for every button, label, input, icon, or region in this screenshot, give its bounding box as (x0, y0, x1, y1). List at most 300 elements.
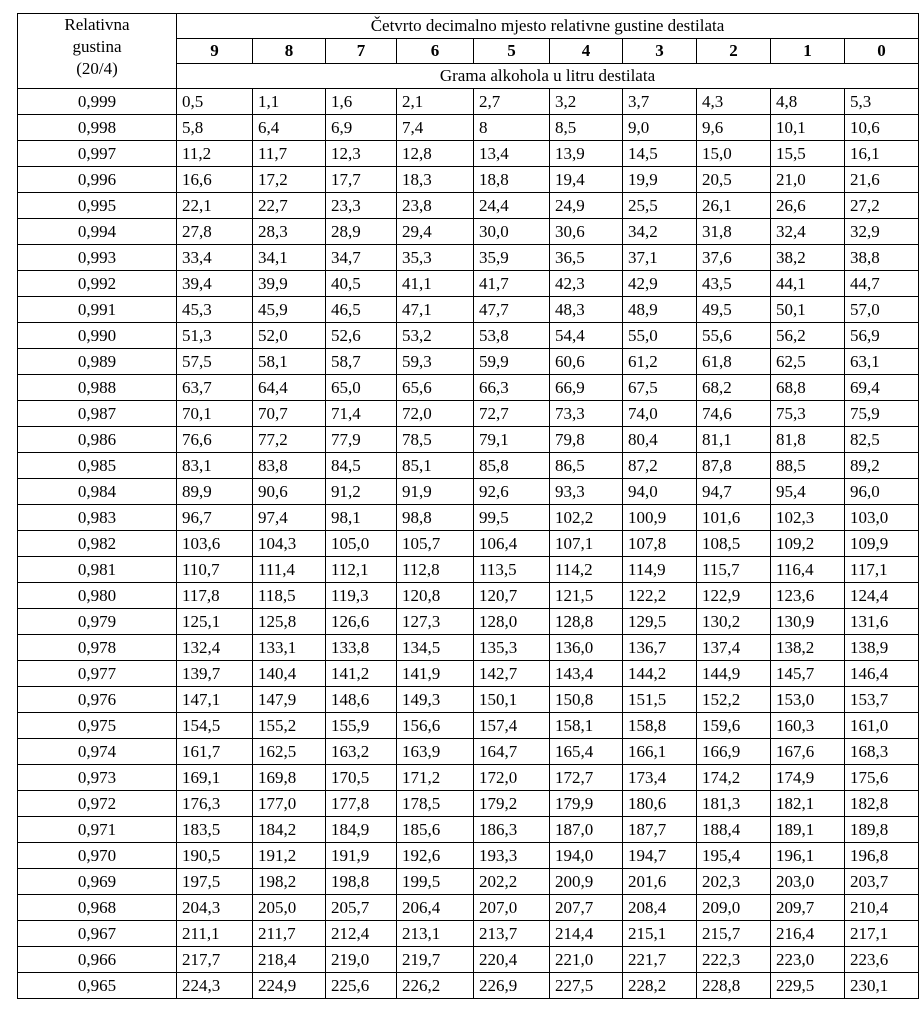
fourth-decimal-header: Četvrto decimalno mjesto relativne gustine destilata (177, 14, 919, 39)
value-cell: 99,5 (474, 505, 550, 531)
value-cell: 158,8 (623, 713, 697, 739)
digit-header-cell: 6 (397, 39, 474, 64)
table-row (18, 193, 919, 219)
value-cell: 3,7 (623, 89, 697, 115)
density-header-line: gustina (72, 37, 122, 56)
value-cell: 85,8 (474, 453, 550, 479)
value-cell: 219,0 (326, 947, 397, 973)
density-header-line: Relativna (64, 15, 130, 34)
value-cell: 6,4 (253, 115, 326, 141)
value-cell: 203,7 (845, 869, 919, 895)
table-row (18, 167, 919, 193)
digit-header-cell: 7 (326, 39, 397, 64)
value-cell: 61,2 (623, 349, 697, 375)
value-cell: 218,4 (253, 947, 326, 973)
value-cell: 213,1 (397, 921, 474, 947)
value-cell: 138,2 (771, 635, 845, 661)
table-row (18, 141, 919, 167)
value-cell: 166,1 (623, 739, 697, 765)
value-cell: 128,8 (550, 609, 623, 635)
value-cell: 91,2 (326, 479, 397, 505)
value-cell: 15,0 (697, 141, 771, 167)
value-cell: 191,2 (253, 843, 326, 869)
value-cell: 85,1 (397, 453, 474, 479)
table-row (18, 505, 919, 531)
value-cell: 228,8 (697, 973, 771, 999)
value-cell: 131,6 (845, 609, 919, 635)
value-cell: 193,3 (474, 843, 550, 869)
density-cell: 0,978 (18, 635, 177, 661)
value-cell: 157,4 (474, 713, 550, 739)
value-cell: 173,4 (623, 765, 697, 791)
value-cell: 159,6 (697, 713, 771, 739)
value-cell: 222,3 (697, 947, 771, 973)
density-cell: 0,966 (18, 947, 177, 973)
value-cell: 224,9 (253, 973, 326, 999)
value-cell: 197,5 (177, 869, 253, 895)
value-cell: 6,9 (326, 115, 397, 141)
value-cell: 126,6 (326, 609, 397, 635)
value-cell: 42,9 (623, 271, 697, 297)
value-cell: 77,9 (326, 427, 397, 453)
value-cell: 88,5 (771, 453, 845, 479)
value-cell: 76,6 (177, 427, 253, 453)
value-cell: 100,9 (623, 505, 697, 531)
table-row (18, 297, 919, 323)
value-cell: 212,4 (326, 921, 397, 947)
table-row (18, 687, 919, 713)
value-cell: 156,6 (397, 713, 474, 739)
density-cell: 0,979 (18, 609, 177, 635)
value-cell: 89,9 (177, 479, 253, 505)
value-cell: 107,8 (623, 531, 697, 557)
value-cell: 112,1 (326, 557, 397, 583)
value-cell: 124,4 (845, 583, 919, 609)
density-cell: 0,989 (18, 349, 177, 375)
value-cell: 48,9 (623, 297, 697, 323)
value-cell: 155,9 (326, 713, 397, 739)
value-cell: 114,9 (623, 557, 697, 583)
table-row (18, 843, 919, 869)
value-cell: 225,6 (326, 973, 397, 999)
value-cell: 223,6 (845, 947, 919, 973)
table-row (18, 219, 919, 245)
value-cell: 136,0 (550, 635, 623, 661)
value-cell: 75,9 (845, 401, 919, 427)
value-cell: 4,8 (771, 89, 845, 115)
value-cell: 81,1 (697, 427, 771, 453)
value-cell: 72,0 (397, 401, 474, 427)
value-cell: 20,5 (697, 167, 771, 193)
value-cell: 214,4 (550, 921, 623, 947)
value-cell: 82,5 (845, 427, 919, 453)
value-cell: 134,5 (397, 635, 474, 661)
value-cell: 41,7 (474, 271, 550, 297)
value-cell: 119,3 (326, 583, 397, 609)
value-cell: 206,4 (397, 895, 474, 921)
value-cell: 0,5 (177, 89, 253, 115)
value-cell: 47,7 (474, 297, 550, 323)
value-cell: 210,4 (845, 895, 919, 921)
value-cell: 180,6 (623, 791, 697, 817)
value-cell: 46,5 (326, 297, 397, 323)
value-cell: 54,4 (550, 323, 623, 349)
value-cell: 67,5 (623, 375, 697, 401)
value-cell: 136,7 (623, 635, 697, 661)
value-cell: 8 (474, 115, 550, 141)
value-cell: 169,1 (177, 765, 253, 791)
digit-header-cell: 9 (177, 39, 253, 64)
density-cell: 0,974 (18, 739, 177, 765)
value-cell: 147,1 (177, 687, 253, 713)
table-row (18, 739, 919, 765)
digit-header-cell: 8 (253, 39, 326, 64)
density-cell: 0,975 (18, 713, 177, 739)
value-cell: 30,6 (550, 219, 623, 245)
density-cell: 0,988 (18, 375, 177, 401)
value-cell: 226,2 (397, 973, 474, 999)
value-cell: 69,4 (845, 375, 919, 401)
value-cell: 29,4 (397, 219, 474, 245)
value-cell: 188,4 (697, 817, 771, 843)
table-row (18, 765, 919, 791)
value-cell: 141,2 (326, 661, 397, 687)
value-cell: 148,6 (326, 687, 397, 713)
value-cell: 86,5 (550, 453, 623, 479)
value-cell: 93,3 (550, 479, 623, 505)
value-cell: 104,3 (253, 531, 326, 557)
value-cell: 114,2 (550, 557, 623, 583)
value-cell: 18,8 (474, 167, 550, 193)
value-cell: 204,3 (177, 895, 253, 921)
value-cell: 117,1 (845, 557, 919, 583)
value-cell: 161,0 (845, 713, 919, 739)
value-cell: 191,9 (326, 843, 397, 869)
table-row (18, 895, 919, 921)
table-row (18, 635, 919, 661)
value-cell: 192,6 (397, 843, 474, 869)
value-cell: 94,7 (697, 479, 771, 505)
value-cell: 223,0 (771, 947, 845, 973)
value-cell: 1,6 (326, 89, 397, 115)
value-cell: 143,4 (550, 661, 623, 687)
value-cell: 182,8 (845, 791, 919, 817)
value-cell: 150,1 (474, 687, 550, 713)
density-cell: 0,999 (18, 89, 177, 115)
value-cell: 14,5 (623, 141, 697, 167)
value-cell: 78,5 (397, 427, 474, 453)
value-cell: 103,6 (177, 531, 253, 557)
value-cell: 58,7 (326, 349, 397, 375)
value-cell: 109,2 (771, 531, 845, 557)
value-cell: 209,7 (771, 895, 845, 921)
value-cell: 27,8 (177, 219, 253, 245)
table-row (18, 609, 919, 635)
value-cell: 128,0 (474, 609, 550, 635)
value-cell: 217,1 (845, 921, 919, 947)
value-cell: 130,2 (697, 609, 771, 635)
value-cell: 105,7 (397, 531, 474, 557)
table-row (18, 557, 919, 583)
value-cell: 133,8 (326, 635, 397, 661)
value-cell: 34,7 (326, 245, 397, 271)
value-cell: 28,3 (253, 219, 326, 245)
value-cell: 129,5 (623, 609, 697, 635)
value-cell: 109,9 (845, 531, 919, 557)
value-cell: 103,0 (845, 505, 919, 531)
digit-header-cell: 1 (771, 39, 845, 64)
value-cell: 166,9 (697, 739, 771, 765)
value-cell: 87,8 (697, 453, 771, 479)
value-cell: 216,4 (771, 921, 845, 947)
value-cell: 221,0 (550, 947, 623, 973)
value-cell: 194,7 (623, 843, 697, 869)
value-cell: 189,1 (771, 817, 845, 843)
value-cell: 209,0 (697, 895, 771, 921)
table-row (18, 453, 919, 479)
value-cell: 137,4 (697, 635, 771, 661)
value-cell: 61,8 (697, 349, 771, 375)
value-cell: 56,2 (771, 323, 845, 349)
value-cell: 195,4 (697, 843, 771, 869)
value-cell: 32,4 (771, 219, 845, 245)
value-cell: 79,8 (550, 427, 623, 453)
value-cell: 92,6 (474, 479, 550, 505)
density-cell: 0,994 (18, 219, 177, 245)
density-cell: 0,980 (18, 583, 177, 609)
table-row (18, 89, 919, 115)
value-cell: 79,1 (474, 427, 550, 453)
value-cell: 53,8 (474, 323, 550, 349)
value-cell: 117,8 (177, 583, 253, 609)
value-cell: 187,7 (623, 817, 697, 843)
value-cell: 80,4 (623, 427, 697, 453)
value-cell: 127,3 (397, 609, 474, 635)
value-cell: 57,0 (845, 297, 919, 323)
value-cell: 27,2 (845, 193, 919, 219)
value-cell: 152,2 (697, 687, 771, 713)
value-cell: 84,5 (326, 453, 397, 479)
value-cell: 81,8 (771, 427, 845, 453)
value-cell: 51,3 (177, 323, 253, 349)
table-row (18, 661, 919, 687)
digit-header-cell: 3 (623, 39, 697, 64)
value-cell: 48,3 (550, 297, 623, 323)
value-cell: 91,9 (397, 479, 474, 505)
value-cell: 151,5 (623, 687, 697, 713)
value-cell: 11,2 (177, 141, 253, 167)
grams-alcohol-header: Grama alkohola u litru destilata (177, 64, 919, 89)
table-row (18, 947, 919, 973)
value-cell: 13,4 (474, 141, 550, 167)
density-cell: 0,970 (18, 843, 177, 869)
value-cell: 1,1 (253, 89, 326, 115)
value-cell: 4,3 (697, 89, 771, 115)
table-row (18, 531, 919, 557)
value-cell: 102,2 (550, 505, 623, 531)
value-cell: 63,1 (845, 349, 919, 375)
value-cell: 59,9 (474, 349, 550, 375)
value-cell: 112,8 (397, 557, 474, 583)
value-cell: 44,7 (845, 271, 919, 297)
value-cell: 219,7 (397, 947, 474, 973)
value-cell: 35,9 (474, 245, 550, 271)
value-cell: 208,4 (623, 895, 697, 921)
value-cell: 95,4 (771, 479, 845, 505)
density-cell: 0,985 (18, 453, 177, 479)
alcohol-density-table (17, 13, 919, 999)
value-cell: 102,3 (771, 505, 845, 531)
value-cell: 227,5 (550, 973, 623, 999)
value-cell: 153,0 (771, 687, 845, 713)
value-cell: 164,7 (474, 739, 550, 765)
value-cell: 228,2 (623, 973, 697, 999)
value-cell: 139,7 (177, 661, 253, 687)
density-cell: 0,983 (18, 505, 177, 531)
value-cell: 198,8 (326, 869, 397, 895)
value-cell: 72,7 (474, 401, 550, 427)
value-cell: 37,1 (623, 245, 697, 271)
value-cell: 65,6 (397, 375, 474, 401)
value-cell: 28,9 (326, 219, 397, 245)
density-cell: 0,977 (18, 661, 177, 687)
value-cell: 68,2 (697, 375, 771, 401)
value-cell: 11,7 (253, 141, 326, 167)
value-cell: 40,5 (326, 271, 397, 297)
value-cell: 32,9 (845, 219, 919, 245)
value-cell: 38,8 (845, 245, 919, 271)
value-cell: 121,5 (550, 583, 623, 609)
value-cell: 149,3 (397, 687, 474, 713)
value-cell: 21,0 (771, 167, 845, 193)
value-cell: 224,3 (177, 973, 253, 999)
value-cell: 24,4 (474, 193, 550, 219)
value-cell: 21,6 (845, 167, 919, 193)
value-cell: 30,0 (474, 219, 550, 245)
table-body (18, 89, 919, 999)
value-cell: 168,3 (845, 739, 919, 765)
value-cell: 52,6 (326, 323, 397, 349)
value-cell: 71,4 (326, 401, 397, 427)
value-cell: 116,4 (771, 557, 845, 583)
value-cell: 39,9 (253, 271, 326, 297)
density-cell: 0,984 (18, 479, 177, 505)
density-cell: 0,968 (18, 895, 177, 921)
value-cell: 26,6 (771, 193, 845, 219)
value-cell: 179,2 (474, 791, 550, 817)
table-row (18, 323, 919, 349)
density-cell: 0,986 (18, 427, 177, 453)
value-cell: 198,2 (253, 869, 326, 895)
value-cell: 172,0 (474, 765, 550, 791)
density-cell: 0,996 (18, 167, 177, 193)
value-cell: 150,8 (550, 687, 623, 713)
value-cell: 53,2 (397, 323, 474, 349)
value-cell: 75,3 (771, 401, 845, 427)
value-cell: 37,6 (697, 245, 771, 271)
value-cell: 154,5 (177, 713, 253, 739)
value-cell: 23,3 (326, 193, 397, 219)
value-cell: 12,8 (397, 141, 474, 167)
value-cell: 15,5 (771, 141, 845, 167)
value-cell: 38,2 (771, 245, 845, 271)
density-cell: 0,982 (18, 531, 177, 557)
value-cell: 16,1 (845, 141, 919, 167)
value-cell: 36,5 (550, 245, 623, 271)
value-cell: 89,2 (845, 453, 919, 479)
value-cell: 186,3 (474, 817, 550, 843)
value-cell: 132,4 (177, 635, 253, 661)
value-cell: 130,9 (771, 609, 845, 635)
value-cell: 113,5 (474, 557, 550, 583)
value-cell: 179,9 (550, 791, 623, 817)
density-cell: 0,992 (18, 271, 177, 297)
value-cell: 60,6 (550, 349, 623, 375)
value-cell: 229,5 (771, 973, 845, 999)
value-cell: 13,9 (550, 141, 623, 167)
value-cell: 108,5 (697, 531, 771, 557)
value-cell: 5,3 (845, 89, 919, 115)
value-cell: 196,1 (771, 843, 845, 869)
value-cell: 190,5 (177, 843, 253, 869)
value-cell: 16,6 (177, 167, 253, 193)
value-cell: 115,7 (697, 557, 771, 583)
value-cell: 7,4 (397, 115, 474, 141)
value-cell: 8,5 (550, 115, 623, 141)
value-cell: 77,2 (253, 427, 326, 453)
density-cell: 0,995 (18, 193, 177, 219)
value-cell: 205,0 (253, 895, 326, 921)
density-cell: 0,969 (18, 869, 177, 895)
value-cell: 226,9 (474, 973, 550, 999)
value-cell: 133,1 (253, 635, 326, 661)
value-cell: 120,8 (397, 583, 474, 609)
value-cell: 10,1 (771, 115, 845, 141)
value-cell: 44,1 (771, 271, 845, 297)
value-cell: 167,6 (771, 739, 845, 765)
value-cell: 182,1 (771, 791, 845, 817)
value-cell: 87,2 (623, 453, 697, 479)
value-cell: 9,6 (697, 115, 771, 141)
value-cell: 199,5 (397, 869, 474, 895)
value-cell: 221,7 (623, 947, 697, 973)
value-cell: 162,5 (253, 739, 326, 765)
value-cell: 120,7 (474, 583, 550, 609)
table-row (18, 271, 919, 297)
value-cell: 184,2 (253, 817, 326, 843)
header-row-1 (18, 14, 919, 39)
value-cell: 65,0 (326, 375, 397, 401)
value-cell: 70,7 (253, 401, 326, 427)
value-cell: 145,7 (771, 661, 845, 687)
value-cell: 217,7 (177, 947, 253, 973)
value-cell: 74,6 (697, 401, 771, 427)
value-cell: 66,3 (474, 375, 550, 401)
value-cell: 202,3 (697, 869, 771, 895)
value-cell: 83,1 (177, 453, 253, 479)
value-cell: 146,4 (845, 661, 919, 687)
value-cell: 118,5 (253, 583, 326, 609)
value-cell: 141,9 (397, 661, 474, 687)
value-cell: 10,6 (845, 115, 919, 141)
value-cell: 35,3 (397, 245, 474, 271)
value-cell: 52,0 (253, 323, 326, 349)
value-cell: 202,2 (474, 869, 550, 895)
digit-header-cell: 0 (845, 39, 919, 64)
value-cell: 63,7 (177, 375, 253, 401)
value-cell: 155,2 (253, 713, 326, 739)
table-row (18, 401, 919, 427)
